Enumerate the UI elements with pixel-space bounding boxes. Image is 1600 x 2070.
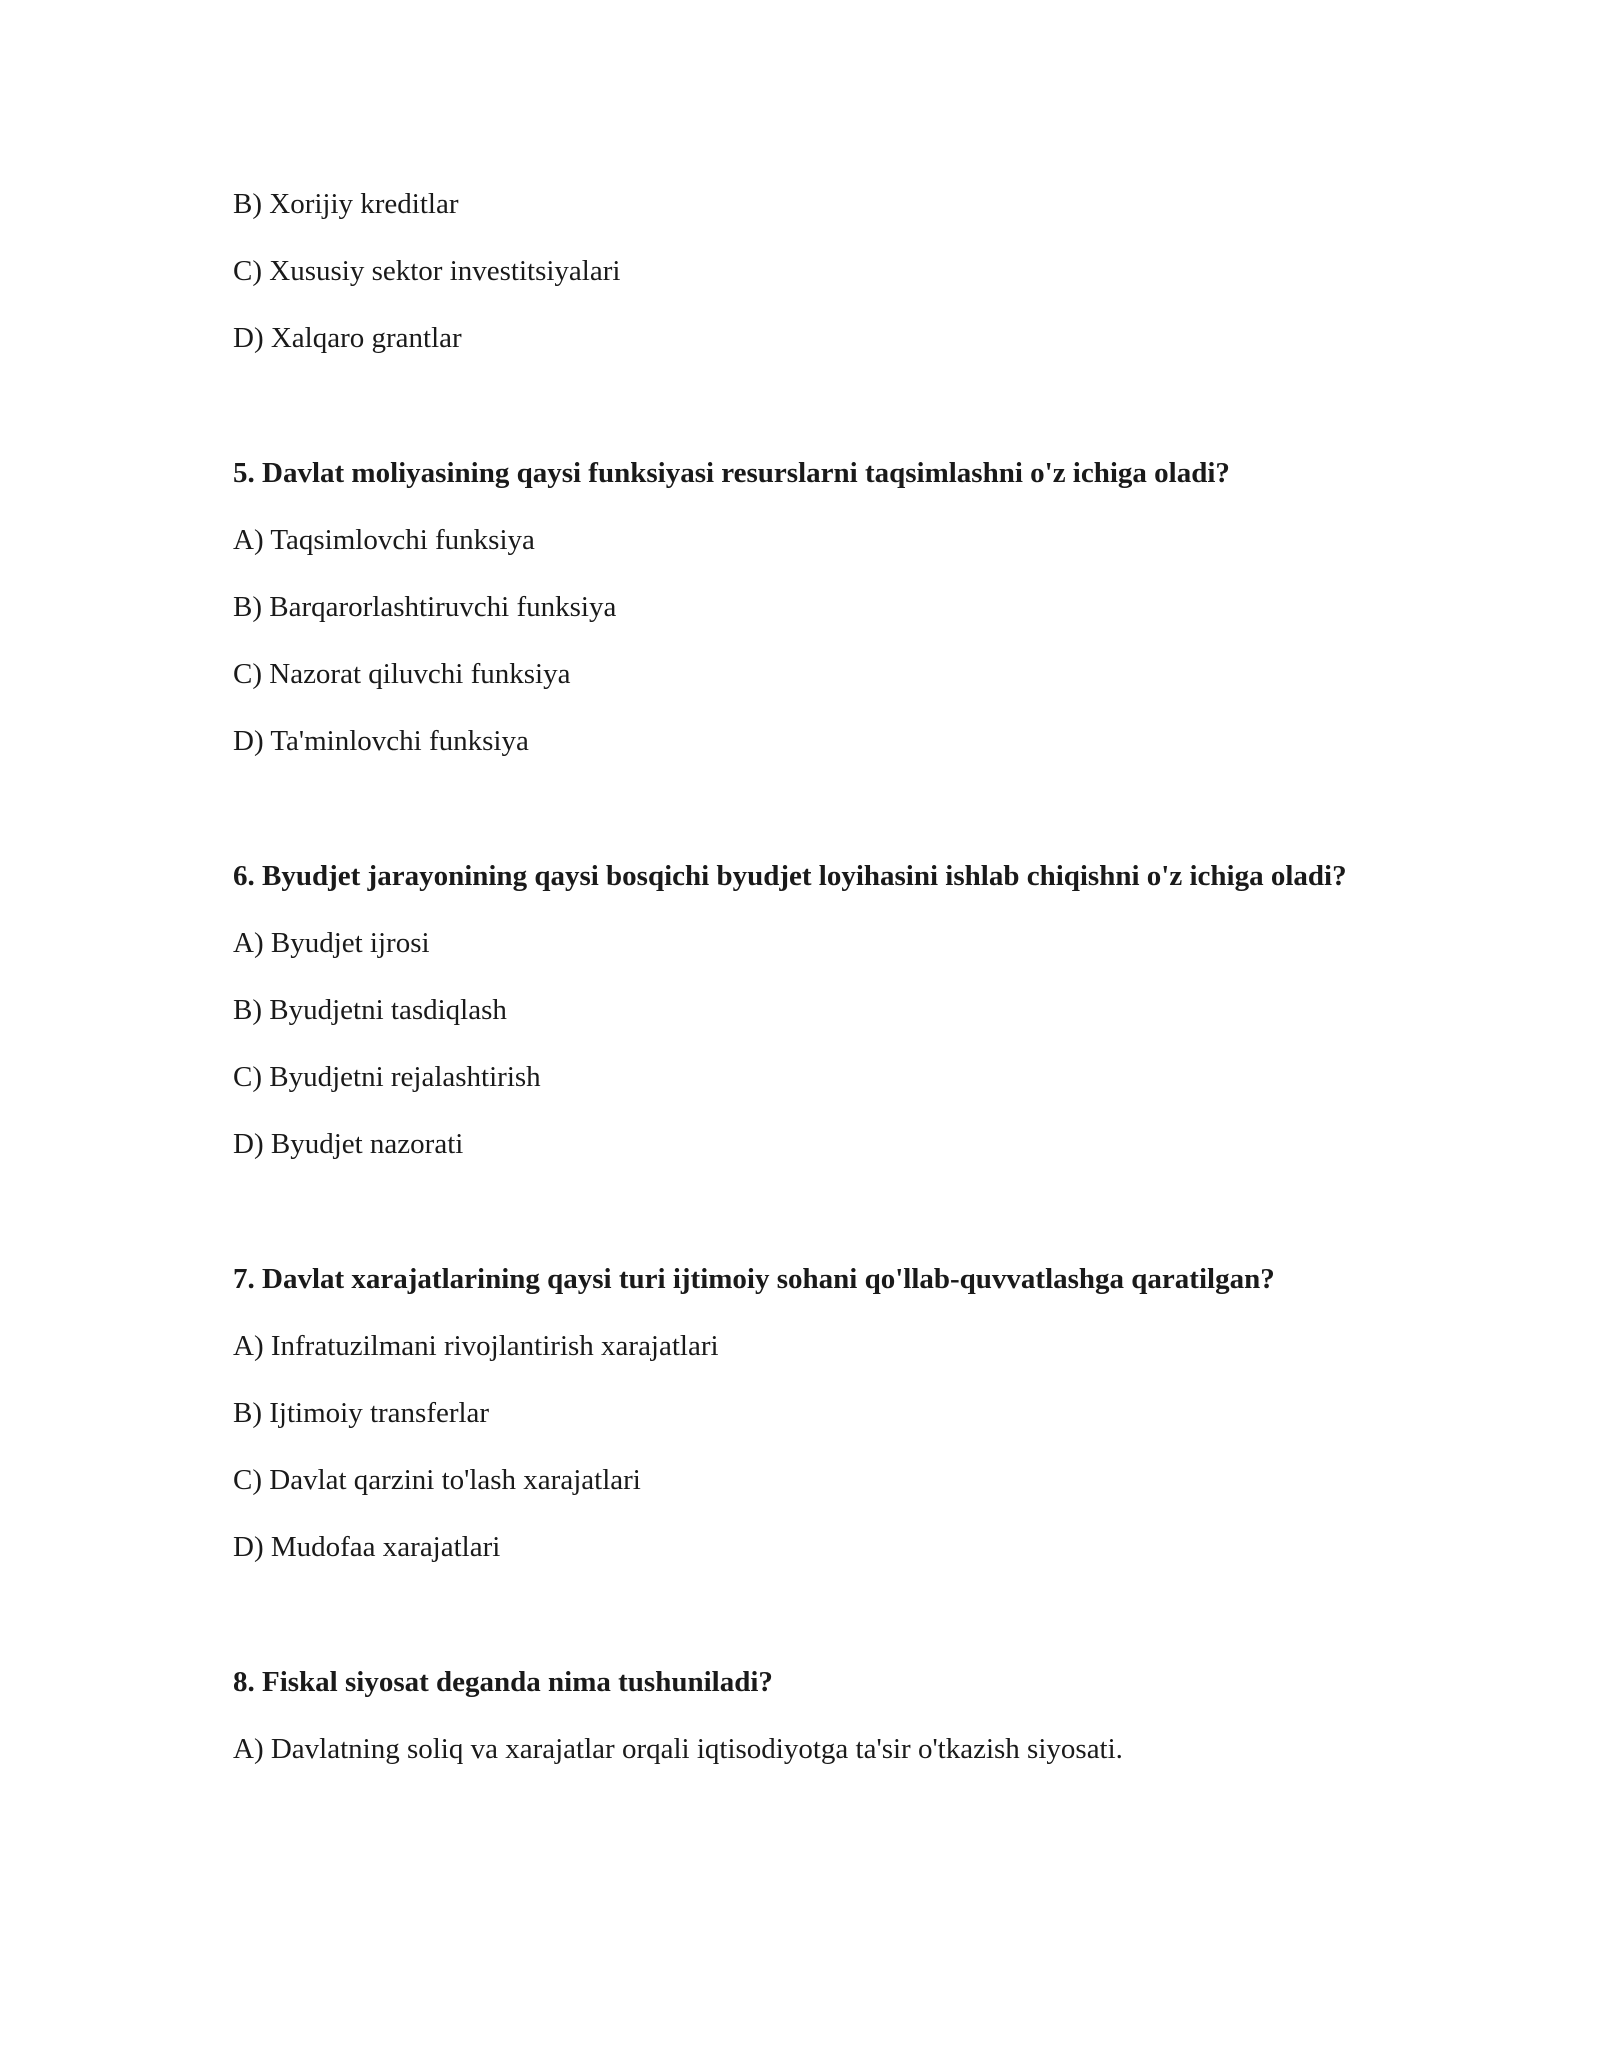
question-text: 7. Davlat xarajatlarining qaysi turi ijtimoiy sohani qo'llab-quvvatlashga qaratilgan?: [233, 1263, 1275, 1295]
answer-option: D) Ta'minlovchi funksiya: [233, 725, 529, 757]
answer-option: A) Infratuzilmani rivojlantirish xarajatlari: [233, 1330, 719, 1362]
spacer: [233, 1191, 1373, 1259]
answer-option: B) Byudjetni tasdiqlash: [233, 994, 507, 1026]
question-text: 8. Fiskal siyosat deganda nima tushuniladi?: [233, 1666, 773, 1698]
answer-option: D) Xalqaro grantlar: [233, 322, 462, 354]
answer-option: D) Byudjet nazorati: [233, 1128, 464, 1160]
question-text: 6. Byudjet jarayonining qaysi bosqichi byudjet loyihasini ishlab chiqishni o'z ichiga oladi?: [233, 860, 1347, 892]
spacer: [233, 1594, 1373, 1662]
answer-option: C) Byudjetni rejalashtirish: [233, 1061, 541, 1093]
page-content: [233, 184, 1373, 1796]
answer-option: D) Mudofaa xarajatlari: [233, 1531, 501, 1563]
answer-option: B) Xorijiy kreditlar: [233, 188, 459, 220]
answer-option: B) Ijtimoiy transferlar: [233, 1397, 490, 1429]
answer-option: C) Davlat qarzini to'lash xarajatlari: [233, 1464, 641, 1496]
answer-option: C) Xususiy sektor investitsiyalari: [233, 255, 621, 287]
answer-option: A) Davlatning soliq va xarajatlar orqali iqtisodiyotga ta'sir o'tkazish siyosati.: [233, 1733, 1123, 1765]
answer-option: B) Barqarorlashtiruvchi funksiya: [233, 591, 617, 623]
answer-option: A) Taqsimlovchi funksiya: [233, 524, 535, 556]
question-block-8: [233, 1662, 1373, 1769]
question-4-options-continued: [233, 184, 1373, 358]
question-block-6: [233, 856, 1373, 1164]
spacer: [233, 385, 1373, 453]
answer-option: A) Byudjet ijrosi: [233, 927, 430, 959]
question-text: 5. Davlat moliyasining qaysi funksiyasi resurslarni taqsimlashni o'z ichiga oladi?: [233, 457, 1230, 489]
question-block-7: [233, 1259, 1373, 1567]
answer-option: C) Nazorat qiluvchi funksiya: [233, 658, 571, 690]
question-block-5: [233, 453, 1373, 761]
spacer: [233, 788, 1373, 856]
